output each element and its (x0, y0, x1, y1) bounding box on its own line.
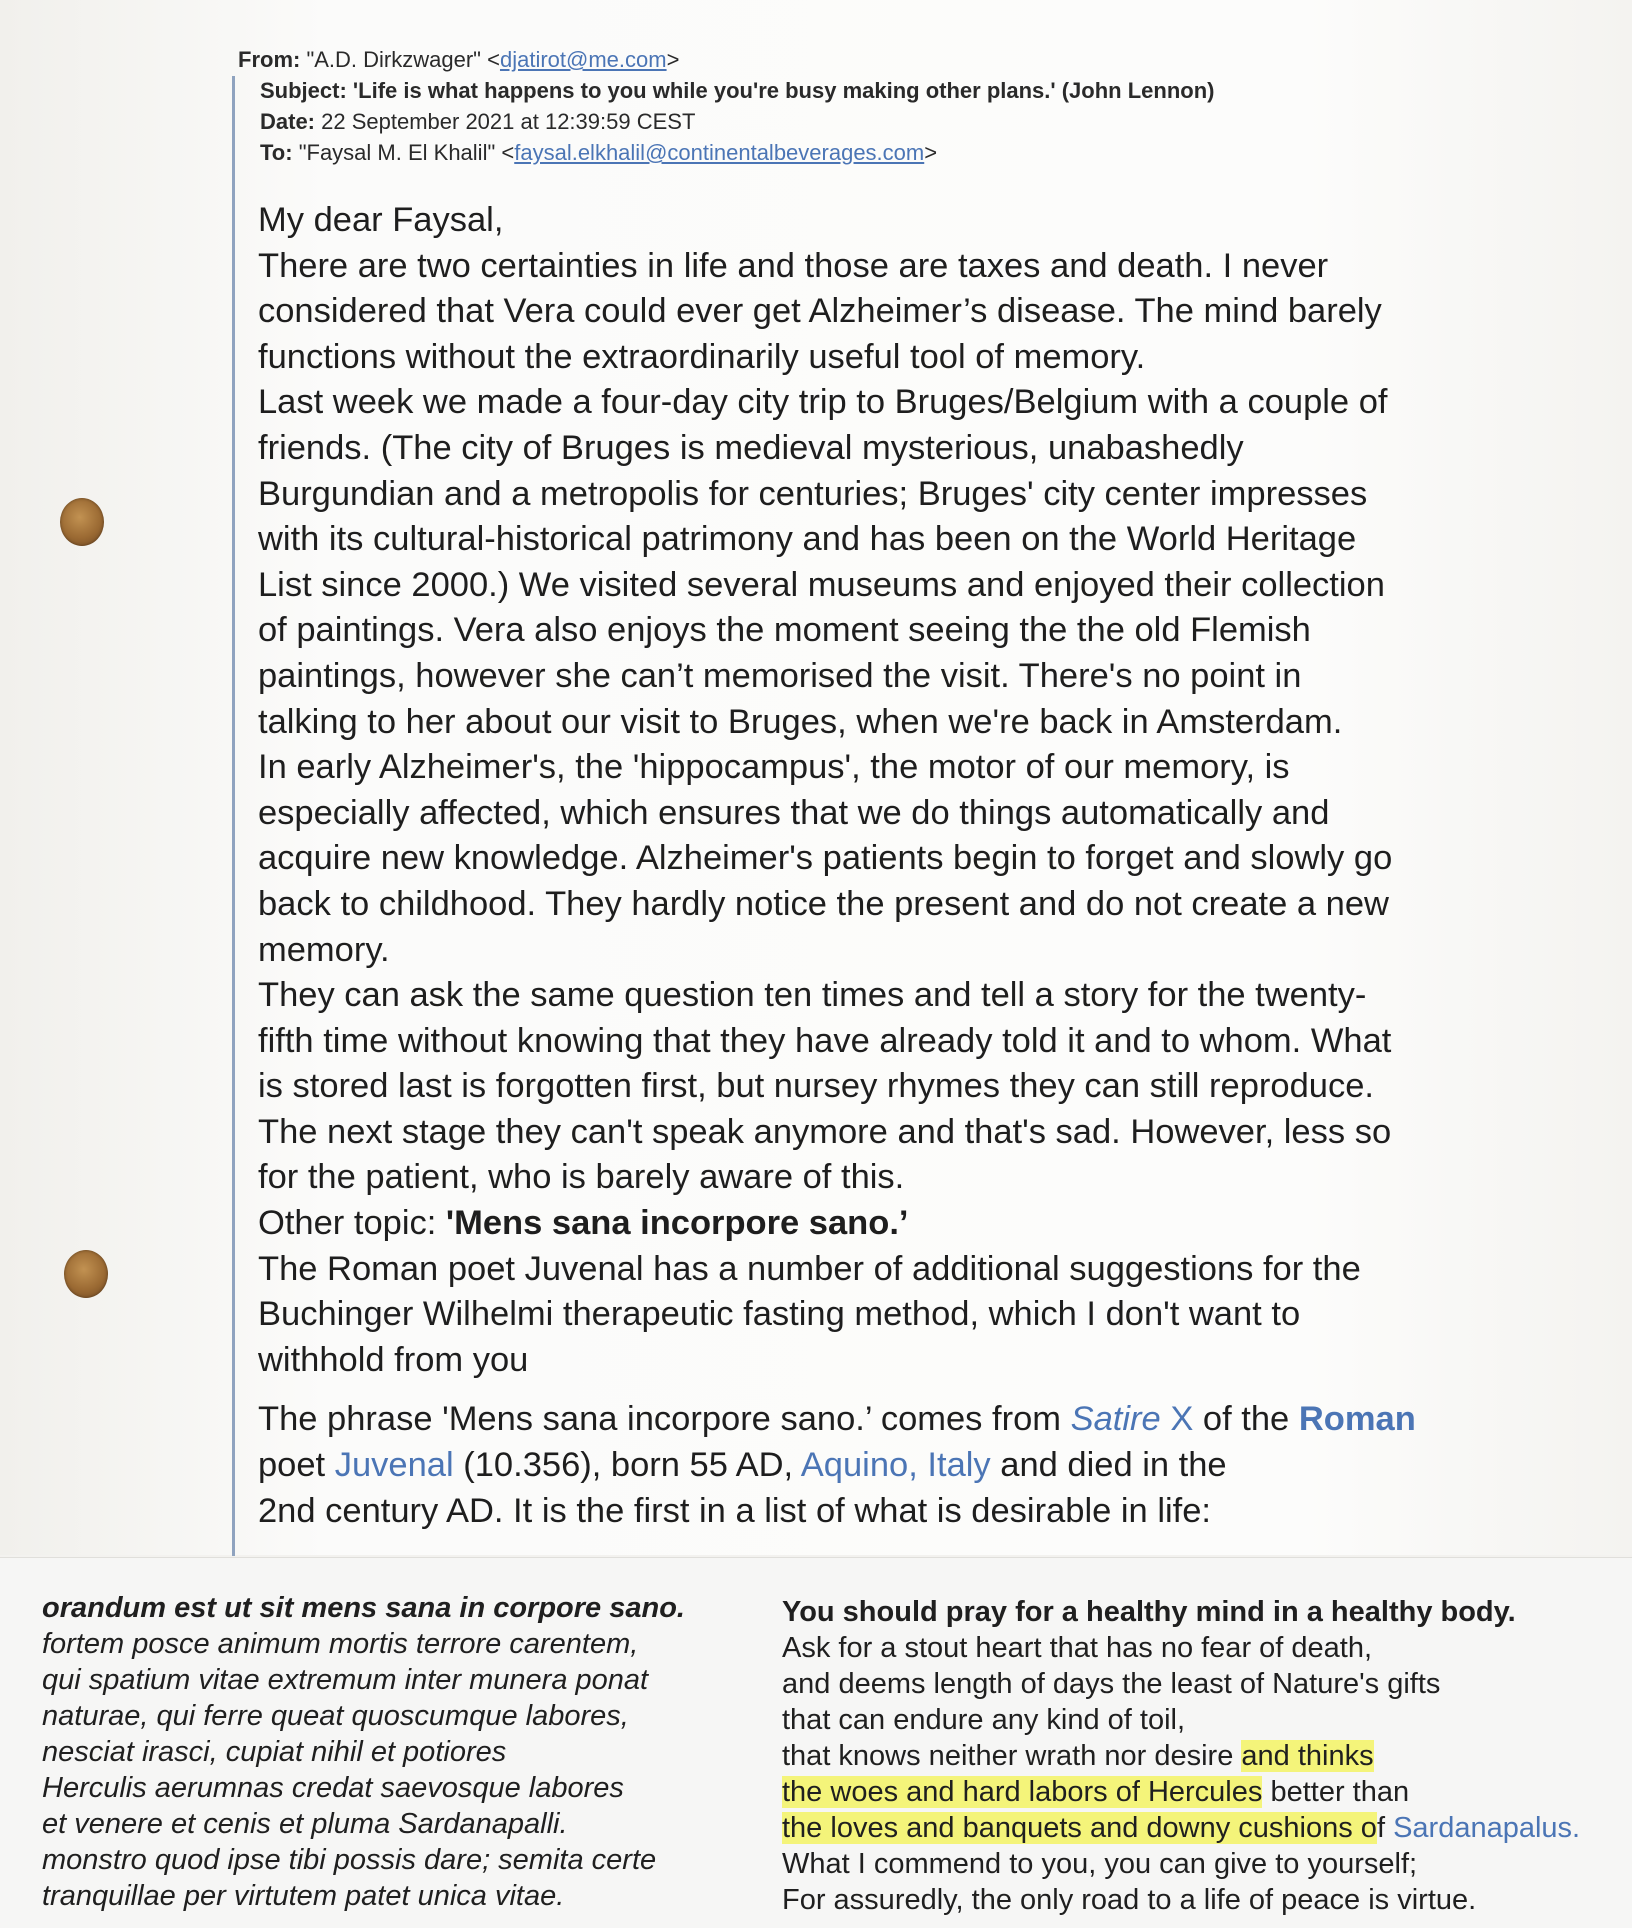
roman-link[interactable]: Roman (1298, 1400, 1416, 1439)
body-line: of paintings. Vera also enjoys the moment seeing the the old Flemish (258, 611, 1311, 650)
body-line: functions without the extraordinarily useful tool of memory. (258, 337, 1146, 376)
body-line: They can ask the same question ten times and tell a story for the twenty- (258, 976, 1367, 1015)
juvenal-line: The Roman poet Juvenal has a number of additional suggestions for the (258, 1249, 1361, 1288)
latin-line: naturae, qui ferre queat quoscumque labores, (42, 1700, 629, 1732)
body-line: is stored last is forgotten first, but nursey rhymes they can still reproduce. (258, 1067, 1374, 1106)
subject-text: 'Life is what happens to you while you're busy making other plans.' (John Lennon) (352, 78, 1215, 103)
latin-line: qui spatium vitae extremum inter munera ponat (42, 1664, 649, 1696)
english-line: the loves and banquets and downy cushions of Sardanapalus. (782, 1812, 1581, 1844)
body-line: back to childhood. They hardly notice the present and do not create a new (258, 884, 1389, 923)
english-translation (782, 1594, 1580, 1918)
date-row: Date: 22 September 2021 at 12:39:59 CEST (260, 109, 696, 134)
juvenal-line: withhold from you (258, 1340, 529, 1379)
body-line: paintings, however she can’t memorised the visit. There's no point in (258, 656, 1302, 695)
english-line: and deems length of days the least of Nature's gifts (782, 1668, 1441, 1700)
latin-line: monstro quod ipse tibi possis dare; semita certe (42, 1844, 657, 1876)
satire-link[interactable]: Satire (1070, 1400, 1161, 1439)
body-line: Last week we made a four-day city trip to Bruges/Belgium with a couple of (258, 383, 1388, 422)
other-topic-title: 'Mens sana incorpore sano.’ (445, 1204, 909, 1243)
body-line: fifth time without knowing that they have already told it and to whom. What (258, 1021, 1392, 1060)
juvenal-link[interactable]: Juvenal (334, 1446, 454, 1485)
latin-line: fortem posce animum mortis terrore carentem, (42, 1628, 639, 1660)
punch-hole-bottom (64, 1250, 108, 1298)
body-line: Burgundian and a metropolis for centuries; Bruges' city center impresses (258, 474, 1368, 513)
email-headers (238, 44, 1214, 168)
sardanapalus-link[interactable]: Sardanapalus. (1393, 1812, 1581, 1844)
latin-poem (42, 1590, 685, 1914)
other-topic-line: Other topic: 'Mens sana incorpore sano.’ (258, 1204, 909, 1243)
highlight: the loves and banquets and downy cushions o (782, 1812, 1377, 1844)
quote-bar (232, 76, 235, 1556)
body-line: friends. (The city of Bruges is medieval mysterious, unabashedly (258, 428, 1244, 467)
english-line: You should pray for a healthy mind in a healthy body. (782, 1596, 1516, 1628)
latin-line: et venere et cenis et pluma Sardanapalli. (42, 1808, 568, 1840)
body-line: acquire new knowledge. Alzheimer's patients begin to forget and slowly go (258, 839, 1393, 878)
latin-line: tranquillae per virtutem patet unica vitae. (42, 1880, 565, 1912)
body-line: talking to her about our visit to Bruges, when we're back in Amsterdam. (258, 702, 1343, 741)
phrase-line-3: 2nd century AD. It is the first in a list of what is desirable in life: (258, 1491, 1212, 1530)
to-name: "Faysal M. El Khalil" (298, 140, 496, 165)
juvenal-line: Buchinger Wilhelmi therapeutic fasting method, which I don't want to (258, 1295, 1301, 1334)
body-line: In early Alzheimer's, the 'hippocampus', the motor of our memory, is (258, 748, 1290, 787)
poem-section (0, 1557, 1632, 1928)
body-line: considered that Vera could ever get Alzheimer’s disease. The mind barely (258, 292, 1382, 331)
latin-line: nesciat irasci, cupiat nihil et potiores (42, 1736, 507, 1768)
punch-hole-top (60, 498, 104, 546)
date-text: 22 September 2021 at 12:39:59 CEST (321, 109, 696, 134)
english-line: that can endure any kind of toil, (782, 1704, 1186, 1736)
phrase-line-1: The phrase 'Mens sana incorpore sano.’ comes from Satire X of the Roman (258, 1400, 1416, 1439)
highlight: and thinks (1241, 1740, 1374, 1772)
latin-line: Herculis aerumnas credat saevosque labores (42, 1772, 624, 1804)
english-line: For assuredly, the only road to a life of peace is virtue. (782, 1884, 1477, 1916)
english-line: Ask for a stout heart that has no fear of death, (782, 1632, 1373, 1664)
body-line: for the patient, who is barely aware of this. (258, 1158, 905, 1197)
phrase-line-2: poet Juvenal (10.356), born 55 AD, Aquino, Italy and died in the (258, 1446, 1227, 1485)
english-line: What I commend to you, you can give to yourself; (782, 1848, 1418, 1880)
satire-x-link[interactable]: X (1160, 1400, 1194, 1439)
english-line: that knows neither wrath nor desire and thinks (782, 1740, 1374, 1772)
to-row: To: "Faysal M. El Khalil" <faysal.elkhalil@continentalbeverages.com> (260, 140, 938, 165)
english-line: the woes and hard labors of Hercules better than (782, 1776, 1410, 1808)
body-line: List since 2000.) We visited several museums and enjoyed their collection (258, 565, 1385, 604)
body-line: My dear Faysal, (258, 201, 504, 239)
latin-line: orandum est ut sit mens sana in corpore sano. (42, 1592, 685, 1624)
body-line: There are two certainties in life and those are taxes and death. I never (258, 246, 1329, 285)
subject-row: Subject: 'Life is what happens to you while you're busy making other plans.' (John Lennon) (260, 78, 1215, 103)
from-name: "A.D. Dirkzwager" (306, 47, 481, 72)
body-line: memory. (258, 930, 390, 969)
body-line: The next stage they can't speak anymore and that's sad. However, less so (258, 1112, 1392, 1151)
to-email-link[interactable]: faysal.elkhalil@continentalbeverages.com (514, 140, 925, 165)
from-row: From: "A.D. Dirkzwager" <djatirot@me.com> (238, 47, 680, 72)
highlight: the woes and hard labors of Hercules (782, 1776, 1263, 1808)
aquino-link[interactable]: Aquino, Italy (800, 1446, 991, 1485)
from-email-link[interactable]: djatirot@me.com (499, 47, 667, 72)
email-body (258, 198, 1518, 1534)
body-line: with its cultural-historical patrimony and has been on the World Heritage (258, 520, 1357, 559)
body-line: especially affected, which ensures that we do things automatically and (258, 793, 1330, 832)
